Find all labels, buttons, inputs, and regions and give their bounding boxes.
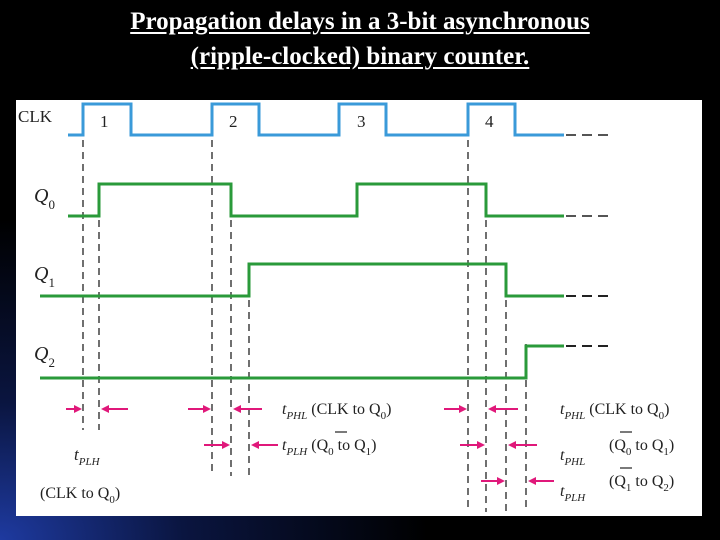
delay-arrows xyxy=(66,405,554,485)
slide-title xyxy=(0,4,720,74)
right-tphl1-label: $t_{PHL}$ (CLK to $Q_0$) xyxy=(560,401,670,422)
title-line-1: Propagation delays in a 3-bit asynchronous xyxy=(130,8,590,35)
q2-label: $Q_2$ xyxy=(34,343,55,370)
right-tphl2-desc: ($Q_0$ to $Q_1$) xyxy=(609,437,675,458)
right-tphl2-label: $t_{PHL}$ xyxy=(560,447,586,468)
tplh-left-label: $t_{PLH}$ xyxy=(74,445,100,468)
clk-pulse-2: 2 xyxy=(229,112,238,131)
right-tplh-label: $t_{PLH}$ xyxy=(560,483,586,504)
clk-label: CLK xyxy=(18,107,52,126)
tplh-left-desc: (CLK to $Q_0$) xyxy=(40,485,121,506)
q1-label: $Q_1$ xyxy=(34,263,55,290)
arrow-mid-tplh-in-head xyxy=(222,441,230,449)
arrow-mid-tphl-out-head xyxy=(233,405,241,413)
clk-pulse-1: 1 xyxy=(100,112,109,131)
arrow-mid-tphl-in-head xyxy=(203,405,211,413)
timing-diagram xyxy=(16,100,702,516)
arrow-tplh-left-in-head xyxy=(74,405,82,413)
timing-diagram-svg xyxy=(16,100,702,516)
q0-waveform xyxy=(68,184,564,216)
arrow-right-tplh-in-head xyxy=(497,477,505,485)
clk-pulse-3: 3 xyxy=(357,112,366,131)
arrow-mid-tplh-out-head xyxy=(251,441,259,449)
arrow-tplh-left-out-head xyxy=(101,405,109,413)
mid-tphl-label: $t_{PHL}$ (CLK to $Q_0$) xyxy=(282,401,392,422)
right-tplh-desc: ($Q_1$ to $Q_2$) xyxy=(609,473,675,494)
mid-tplh-label: $t_{PLH}$ ($Q_0$ to $Q_1$) xyxy=(282,437,377,458)
arrow-right-tplh-out-head xyxy=(528,477,536,485)
q0-label: $Q_0$ xyxy=(34,185,55,212)
clk-pulse-4: 4 xyxy=(485,112,494,131)
q2-waveform xyxy=(40,346,564,378)
arrow-right-tphl1-out-head xyxy=(488,405,496,413)
arrow-right-tphl2-in-head xyxy=(477,441,485,449)
arrow-right-tphl2-out-head xyxy=(508,441,516,449)
title-line-2: (ripple-clocked) binary counter. xyxy=(190,43,530,70)
arrow-right-tphl1-in-head xyxy=(459,405,467,413)
